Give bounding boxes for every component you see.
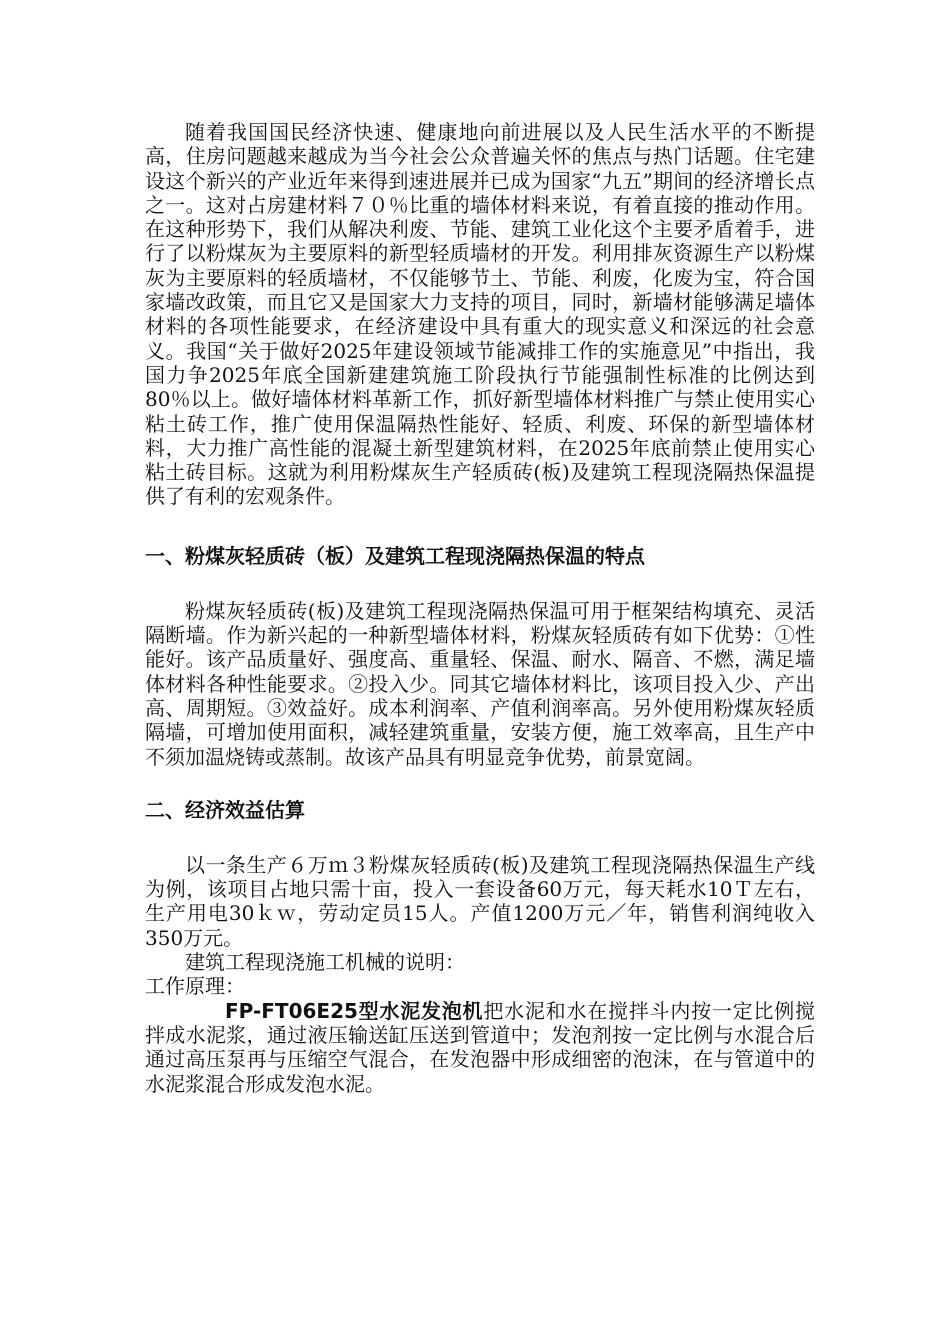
machine-name: FP-FT06E25型水泥发泡机	[225, 998, 484, 1023]
characteristics-paragraph: 粉煤灰轻质砖(板)及建筑工程现浇隔热保温可用于框架结构填充、灵活隔断墙。作为新兴起的一种新型墙体材料，粉煤灰轻质砖有如下优势：①性能好。该产品质量好、强度高、重量轻、保温、耐水、隔音、不燃，满足墙体材料各种性能要求。②投入少。同其它墙体材料比，该项目投入少、产出高、周期短。③效益好。成本利润率、产值利润率高。另外使用粉煤灰轻质隔墙，可增加使用面积，减轻建筑重量，安装方便，施工效率高，且生产中不须加温烧铸或蒸制。故该产品具有明显竞争优势，前景宽阔。	[145, 598, 815, 769]
section-heading-characteristics: 一、粉煤灰轻质砖（板）及建筑工程现浇隔热保温的特点	[145, 543, 645, 568]
economics-paragraph: 以一条生产６万ｍ３粉煤灰轻质砖(板)及建筑工程现浇隔热保温生产线为例，该项目占地只需十亩，投入一套设备60万元，每天耗水10Ｔ左右，生产用电30ｋｗ，劳动定员15人。产值1200万元／年，销售利润纯收入350万元。	[145, 852, 815, 950]
principle-label: 工作原理：	[145, 974, 245, 999]
intro-paragraph: 随着我国国民经济快速、健康地向前进展以及人民生活水平的不断提高，住房问题越来越成为当今社会公众普遍关怀的焦点与热门话题。住宅建设这个新兴的产业近年来得到速进展并已成为国家“九五”期间的经济增长点之一。这对占房建材料７０％比重的墙体材料来说，有着直接的推动作用。在这种形势下，我们从解决利废、节能、建筑工业化这个主要矛盾着手，进行了以粉煤灰为主要原料的新型轻质墙材的开发。利用排灰资源生产以粉煤灰为主要原料的轻质墙材，不仅能够节土、节能、利废，化废为宝，符合国家墙改政策，而且它又是国家大力支持的项目，同时，新墙材能够满足墙体材料的各项性能要求，在经济建设中具有重大的现实意义和深远的社会意义。我国“关于做好2025年建设领域节能减排工作的实施意见”中指出，我国力争2025年底全国新建建筑施工阶段执行节能强制性标准的比例达到80％以上。做好墙体材料革新工作，抓好新型墙体材料推广与禁止使用实心粘土砖工作，推广使用保温隔热性能好、轻质、利废、环保的新型墙体材料，大力推广高性能的混凝土新型建筑材料，在2025年底前禁止使用实心粘土砖目标。这就为利用粉煤灰生产轻质砖(板)及建筑工程现浇隔热保温提供了有利的宏观条件。	[145, 120, 815, 509]
principle-paragraph	[145, 999, 815, 1096]
section-heading-economics: 二、经济效益估算	[145, 797, 305, 822]
machinery-note: 建筑工程现浇施工机械的说明：	[185, 950, 465, 975]
principle-text: 把水泥和水在搅拌斗内按一定比例搅拌成水泥浆，通过液压输送缸压送到管道中；发泡剂按一定比例与水混合后通过高压泵再与压缩空气混合，在发泡器中形成细密的泡沫，在与管道中的水泥浆混合形成发泡水泥。	[145, 998, 815, 1096]
document-page	[145, 120, 815, 1096]
